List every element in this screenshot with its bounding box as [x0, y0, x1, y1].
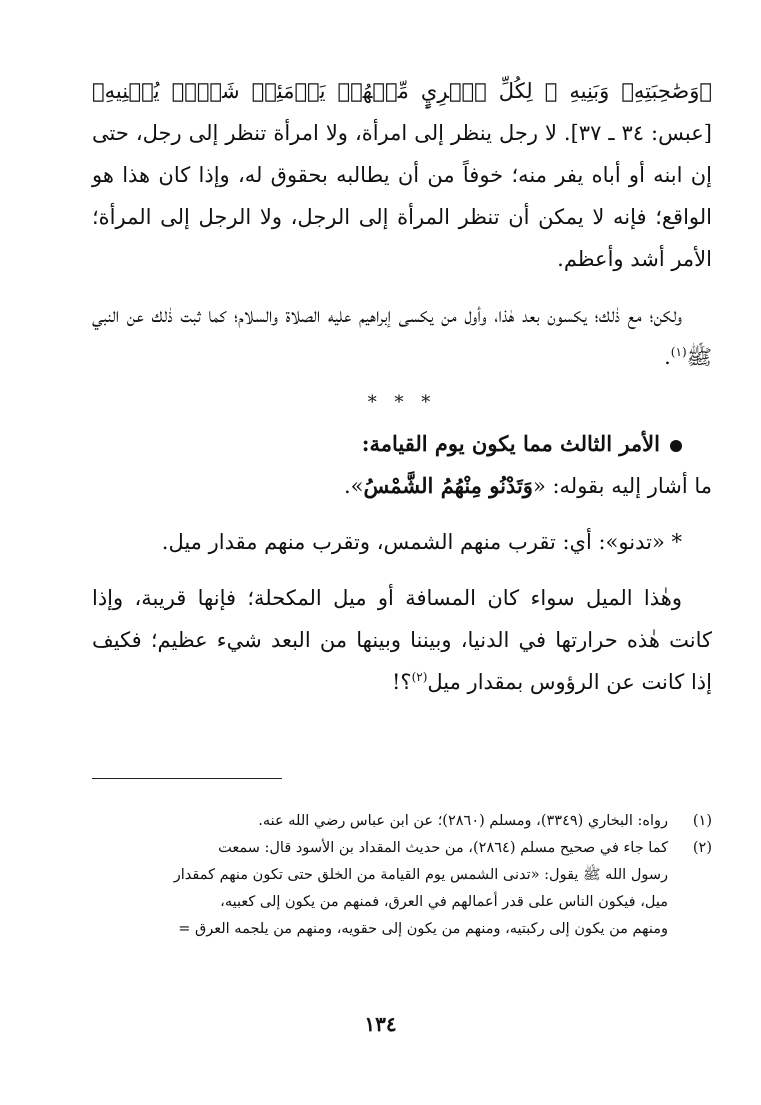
paragraph-clothing-end: .	[664, 345, 671, 369]
spacer	[92, 563, 712, 577]
spacer	[92, 280, 712, 294]
footnote-1	[92, 808, 712, 835]
paragraph-sun-post: ».	[343, 474, 364, 498]
quran-quote: وَتَدْنُو مِنْهُمُ الشَّمْسُ	[363, 473, 533, 498]
footnote-text: كما جاء في صحيح مسلم (٢٨٦٤)، من حديث المقداد بن الأسود قال: سمعت	[218, 840, 668, 856]
footnote-2-continuation	[92, 862, 712, 943]
footnote-line: رسول الله ﷺ يقول: «تدنى الشمس يوم القيامة من الخلق حتى تكون منهم كمقدار	[173, 867, 668, 883]
main-text	[92, 70, 712, 703]
footnote-number: (٢)	[692, 840, 712, 856]
section-heading-text: الأمر الثالث مما يكون يوم القيامة:	[361, 431, 660, 456]
paragraph-tadnu: * «تدنو»: أي: تقرب منهم الشمس، وتقرب منهم مقدار ميل.	[161, 530, 682, 554]
spacer	[92, 507, 712, 521]
footnote-number: (١)	[692, 813, 712, 829]
footnote-2	[92, 835, 712, 862]
footnote-separator	[92, 778, 282, 779]
paragraph-mile	[92, 577, 712, 703]
bullet-icon	[670, 440, 682, 452]
paragraph-mile-text: وهٰذا الميل سواء كان المسافة أو ميل المكحلة؛ فإنها قريبة، وإذا كانت هٰذه حرارتها في الدنيا، وبيننا وبينها من البعد شيء عظيم؛ فكيف إذا كانت عن الرؤوس بمقدار ميل	[92, 586, 712, 694]
footnote-line: ميل، فيكون الناس على قدر أعمالهم في العرق، فمنهم من يكون إلى كعبيه،	[220, 894, 668, 910]
footnote-ref-1[interactable]: (١)	[670, 345, 687, 359]
paragraph-sun-verse	[92, 465, 712, 507]
page-number: ١٣٤	[364, 1012, 397, 1036]
paragraph-mile-end: ؟!	[391, 670, 412, 694]
paragraph-clothing	[92, 294, 712, 378]
footnotes	[92, 808, 712, 943]
footnote-text: رواه: البخاري (٣٣٤٩)، ومسلم (٢٨٦٠)؛ عن ابن عباس رضي الله عنه.	[258, 813, 668, 829]
paragraph-clothing-text: ولكن؛ مع ذٰلك؛ يكسون بعد هٰذا، وأول من يكسى إبراهيم عليه الصلاة والسلام؛ كما ثبت ذٰلك عن النبي ﷺ	[92, 303, 712, 369]
footnote-line: ومنهم من يكون إلى ركبتيه، ومنهم من يكون إلى حقويه، ومنهم من يلجمه العرق =	[178, 921, 668, 937]
section-heading	[92, 423, 712, 465]
section-divider-stars: * * *	[367, 392, 437, 413]
footnote-ref-2[interactable]: (٢)	[411, 670, 428, 684]
paragraph-quran-verse: ﴿وَصَٰحِبَتِهِۦ وَبَنِيهِ ۞ لِكُلِّ ٱمۡرِيٍٕ مِّنۡهُمۡ يَوۡمَئِذٖ شَأۡنٞ يُغۡنِيهِ﴾ [عبس: ٣٤ ـ ٣٧]. لا رجل ينظر إلى امرأة، ولا امرأة تنظر إلى رجل، حتى إن ابنه أو أباه يفر منه؛ خوفاً من أن يطالبه بحقوق له، وإذا كان هذا هو الواقع؛ فإنه لا يمكن أن تنظر المرأة إلى الرجل، ولا الرجل إلى المرأة؛ الأمر أشد وأعظم.	[92, 79, 712, 271]
paragraph-sun-pre: ما أشار إليه بقوله: «	[532, 474, 712, 498]
